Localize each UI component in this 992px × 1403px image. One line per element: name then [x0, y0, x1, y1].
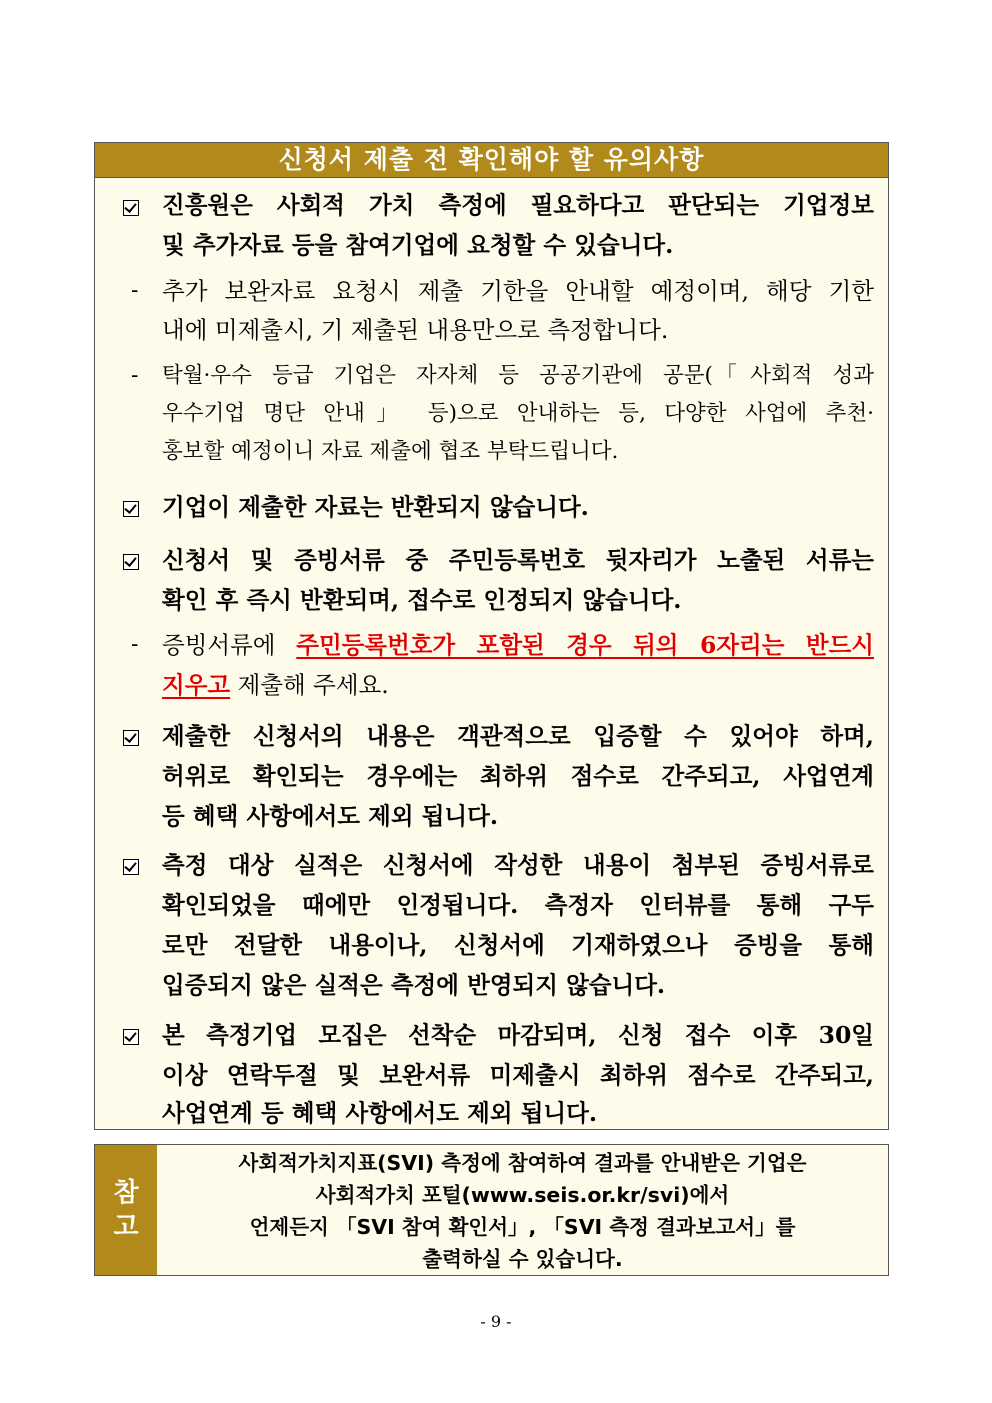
sub1b-line1: 탁월·우수 등급 기업은 자자체 등 공공기관에 공문(「사회적 성과 [162, 363, 874, 388]
sub3-red-text: 주민등록번호가 포함된 경우 뒤의 6자리는 반드시 [296, 631, 874, 659]
item5-line3: 로만 전달한 내용이나, 신청서에 기재하였으나 증빙을 통해 [162, 931, 874, 959]
note-text [157, 1147, 888, 1275]
notice-panel [94, 142, 889, 1130]
checkbox-icon [123, 554, 139, 570]
item4-line2: 허위로 확인되는 경우에는 최하위 점수로 간주되고, 사업연계 [162, 762, 874, 790]
note-line4: 출력하실 수 있습니다. [422, 1247, 623, 1271]
sub1b-line2: 우수기업 명단 안내」 등)으로 안내하는 등, 다양한 사업에 추천· [162, 401, 874, 426]
reference-note [94, 1144, 889, 1276]
item1-line1: 진흥원은 사회적 가치 측정에 필요하다고 판단되는 기업정보 [162, 191, 874, 219]
checkbox-icon [123, 1029, 139, 1045]
item2-line1: 기업이 제출한 자료는 반환되지 않습니다. [162, 493, 589, 521]
note-line3: 언제든지 「SVI 참여 확인서」, 「SVI 측정 결과보고서」를 [249, 1215, 796, 1239]
note-line1: 사회적가치지표(SVI) 측정에 참여하여 결과를 안내받은 기업은 [238, 1151, 807, 1175]
item5-line4: 입증되지 않은 실적은 측정에 반영되지 않습니다. [162, 971, 666, 999]
dash-marker: - [131, 363, 139, 388]
item3-line2: 확인 후 즉시 반환되며, 접수로 인정되지 않습니다. [162, 586, 682, 614]
item4-line3: 등 혜택 사항에서도 제외 됩니다. [162, 802, 499, 830]
panel-title: 신청서 제출 전 확인해야 할 유의사항 [95, 143, 888, 178]
sub3-line1 [162, 625, 874, 665]
checkbox-icon [123, 730, 139, 746]
checkbox-icon [123, 501, 139, 517]
item3-line1: 신청서 및 증빙서류 중 주민등록번호 뒷자리가 노출된 서류는 [162, 546, 874, 574]
sub3-pre: 증빙서류에 [162, 631, 276, 659]
item5-line1: 측정 대상 실적은 신청서에 작성한 내용이 첨부된 증빙서류로 [162, 851, 874, 879]
note-label-char1: 참 [113, 1178, 139, 1208]
sub3-post: 제출해 주세요. [237, 671, 389, 699]
dash-marker: - [131, 632, 139, 657]
note-line2: 사회적가치 포털(www.seis.or.kr/svi)에서 [315, 1183, 730, 1207]
page-number: - 9 - [480, 1312, 512, 1331]
item5-line2: 확인되었을 때에만 인정됩니다. 측정자 인터뷰를 통해 구두 [162, 891, 874, 919]
item1-line2: 및 추가자료 등을 참여기업에 요청할 수 있습니다. [162, 231, 674, 259]
checkbox-icon [123, 859, 139, 875]
dash-marker: - [131, 278, 139, 303]
sub1b-line3: 홍보할 예정이니 자료 제출에 협조 부탁드립니다. [162, 439, 619, 464]
checkbox-icon [123, 200, 139, 216]
sub3-line2 [162, 665, 874, 705]
sub3-red-text2: 지우고 [162, 671, 231, 699]
item6-line1: 본 측정기업 모집은 선착순 마감되며, 신청 접수 이후 30일 [162, 1021, 874, 1049]
item6-line2: 이상 연락두절 및 보완서류 미제출시 최하위 점수로 간주되고, [162, 1061, 874, 1089]
sub1a-line2: 내에 미제출시, 기 제출된 내용만으로 측정합니다. [162, 316, 669, 344]
sub1a-line1: 추가 보완자료 요청시 제출 기한을 안내할 예정이며, 해당 기한 [162, 277, 874, 305]
note-label-char2: 고 [113, 1212, 139, 1242]
item6-line3: 사업연계 등 혜택 사항에서도 제외 됩니다. [162, 1099, 598, 1127]
item4-line1: 제출한 신청서의 내용은 객관적으로 입증할 수 있어야 하며, [162, 722, 874, 750]
note-label [95, 1145, 157, 1275]
